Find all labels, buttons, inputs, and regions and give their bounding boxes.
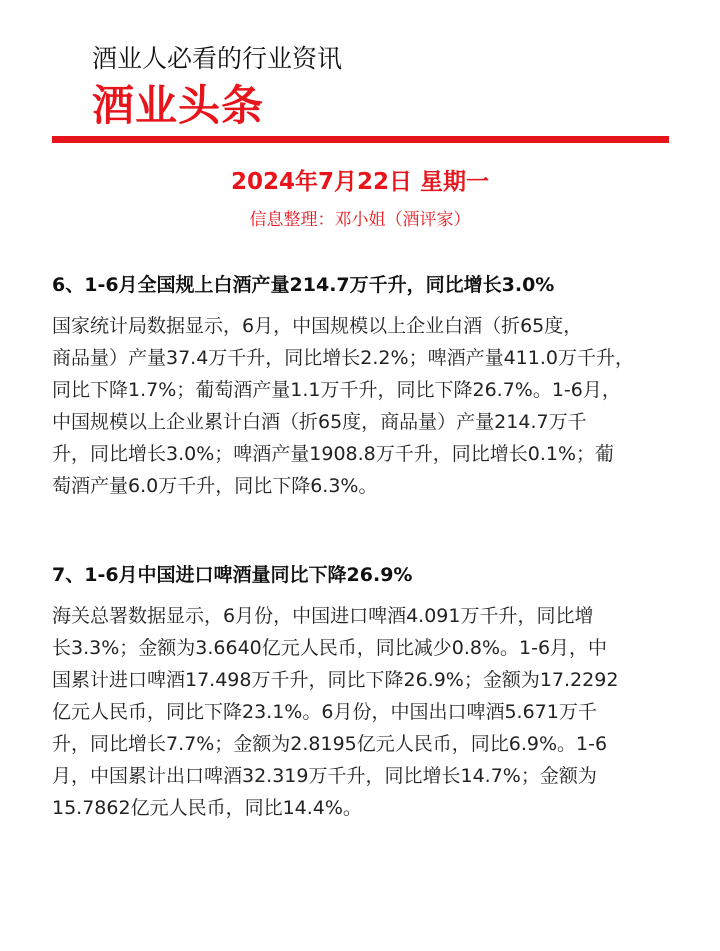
article-line: 亿元人民币，同比下降23.1%。6月份，中国出口啤酒5.671万千 <box>52 701 597 723</box>
article-item <box>52 560 672 824</box>
article-line: 长3.3%；金额为3.6640亿元人民币，同比减少0.8%。1-6月，中 <box>52 637 608 659</box>
article-line: 海关总署数据显示，6月份，中国进口啤酒4.091万千升，同比增 <box>52 605 594 627</box>
header-subtitle: 酒业人必看的行业资讯 <box>92 44 343 73</box>
article-line: 萄酒产量6.0万千升，同比下降6.3%。 <box>52 475 378 497</box>
article-body <box>52 310 672 502</box>
article-heading: 7、1-6月中国进口啤酒量同比下降26.9% <box>52 564 413 586</box>
article-line: 商品量）产量37.4万千升，同比增长2.2%；啤酒产量411.0万千升， <box>52 347 634 369</box>
article-heading: 6、1-6月全国规上白酒产量214.7万千升，同比增长3.0% <box>52 274 555 296</box>
article-line: 月，中国累计出口啤酒32.319万千升，同比增长14.7%；金额为 <box>52 765 597 787</box>
date-line: 2024年7月22日 星期一 <box>230 169 490 195</box>
article-line: 15.7862亿元人民币，同比14.4%。 <box>52 797 362 819</box>
curator-credit: 信息整理：邓小姐（酒评家） <box>249 210 471 230</box>
article-line: 国家统计局数据显示，6月，中国规模以上企业白酒（折65度， <box>52 315 583 337</box>
article-line: 升，同比增长7.7%；金额为2.8195亿元人民币，同比6.9%。1-6 <box>52 733 608 755</box>
header-divider <box>52 136 669 143</box>
article-line: 中国规模以上企业累计白酒（折65度，商品量）产量214.7万千 <box>52 411 587 433</box>
article-line: 国累计进口啤酒17.498万千升，同比下降26.9%；金额为17.2292 <box>52 669 619 691</box>
article-item <box>52 270 672 502</box>
article-body <box>52 600 672 824</box>
header-title: 酒业头条 <box>92 81 265 130</box>
article-line: 同比下降1.7%；葡萄酒产量1.1万千升，同比下降26.7%。1-6月， <box>52 379 621 401</box>
article-line: 升，同比增长3.0%；啤酒产量1908.8万千升，同比增长0.1%；葡 <box>52 443 615 465</box>
